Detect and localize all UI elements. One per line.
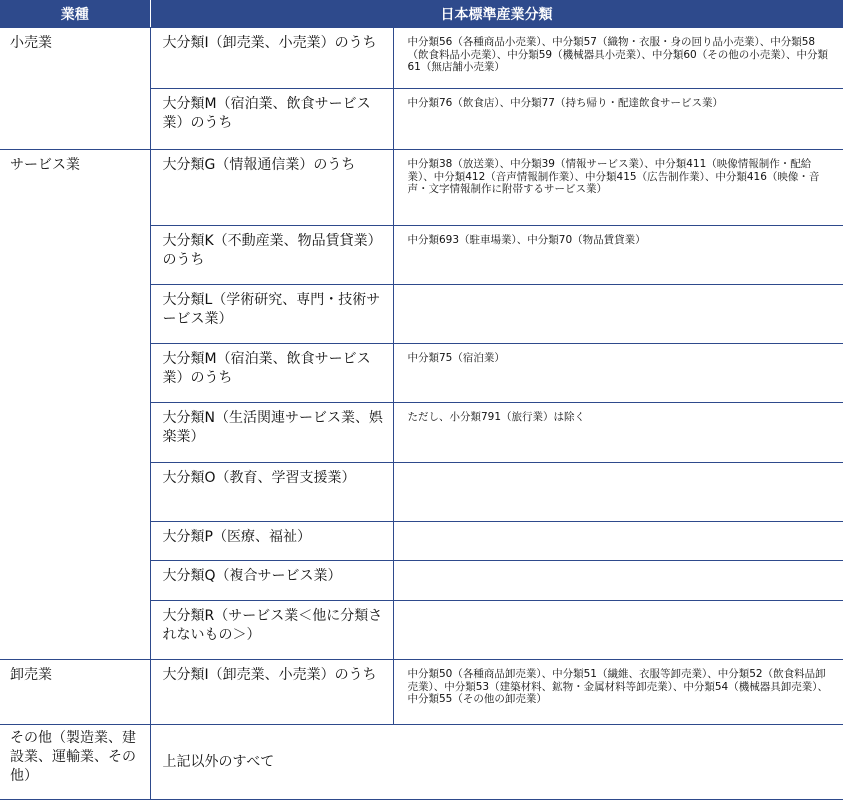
minor-classification-cell xyxy=(393,561,843,601)
major-classification-cell: 大分類R（サービス業＜他に分類されないもの＞） xyxy=(150,601,393,660)
minor-classification-cell: ただし、小分類791（旅行業）は除く xyxy=(393,403,843,463)
minor-classification-cell xyxy=(393,285,843,344)
minor-classification-cell xyxy=(393,463,843,522)
minor-classification-cell: 中分類75（宿泊業） xyxy=(393,344,843,403)
minor-classification-cell xyxy=(393,601,843,660)
minor-classification-cell: 中分類38（放送業）、中分類39（情報サービス業）、中分類411（映像情報制作・配給業）、中分類412（音声情報制作業）、中分類415（広告制作業）、中分類416（映像・音声・文字情報制作に附帯するサービス業） xyxy=(393,150,843,226)
major-classification-cell: 大分類M（宿泊業、飲食サービス業）のうち xyxy=(150,89,393,150)
table-row xyxy=(0,660,843,725)
minor-classification-cell: 中分類56（各種商品小売業）、中分類57（織物・衣服・身の回り品小売業）、中分類58（飲食料品小売業）、中分類59（機械器具小売業）、中分類60（その他の小売業）、中分類61（無店舗小売業） xyxy=(393,28,843,89)
classification-column-header: 日本標準産業分類 xyxy=(150,0,843,28)
minor-classification-cell: 中分類50（各種商品卸売業）、中分類51（繊維、衣服等卸売業）、中分類52（飲食料品卸売業）、中分類53（建築材料、鉱物・金属材料等卸売業）、中分類54（機械器具卸売業）、中分類55（その他の卸売業） xyxy=(393,660,843,725)
table-header-row xyxy=(0,0,843,28)
minor-classification-cell: 中分類76（飲食店）、中分類77（持ち帰り・配達飲食サービス業） xyxy=(393,89,843,150)
industry-cell-service: サービス業 xyxy=(0,150,150,660)
industry-cell-retail: 小売業 xyxy=(0,28,150,150)
industry-cell-other: その他（製造業、建設業、運輸業、その他） xyxy=(0,725,150,800)
major-classification-cell: 大分類L（学術研究、専門・技術サービス業） xyxy=(150,285,393,344)
major-classification-cell: 大分類I（卸売業、小売業）のうち xyxy=(150,28,393,89)
minor-classification-cell xyxy=(393,522,843,561)
table-row xyxy=(0,28,843,89)
major-classification-cell: 大分類P（医療、福祉） xyxy=(150,522,393,561)
merged-classification-cell: 上記以外のすべて xyxy=(150,725,843,800)
industry-cell-wholesale: 卸売業 xyxy=(0,660,150,725)
table-row xyxy=(0,150,843,226)
major-classification-cell: 大分類M（宿泊業、飲食サービス業）のうち xyxy=(150,344,393,403)
major-classification-cell: 大分類N（生活関連サービス業、娯楽業） xyxy=(150,403,393,463)
major-classification-cell: 大分類G（情報通信業）のうち xyxy=(150,150,393,226)
minor-classification-cell: 中分類693（駐車場業）、中分類70（物品賃貸業） xyxy=(393,226,843,285)
major-classification-cell: 大分類Q（複合サービス業） xyxy=(150,561,393,601)
table-row xyxy=(0,725,843,800)
major-classification-cell: 大分類I（卸売業、小売業）のうち xyxy=(150,660,393,725)
major-classification-cell: 大分類K（不動産業、物品賃貸業）のうち xyxy=(150,226,393,285)
industry-column-header: 業種 xyxy=(0,0,150,28)
major-classification-cell: 大分類O（教育、学習支援業） xyxy=(150,463,393,522)
